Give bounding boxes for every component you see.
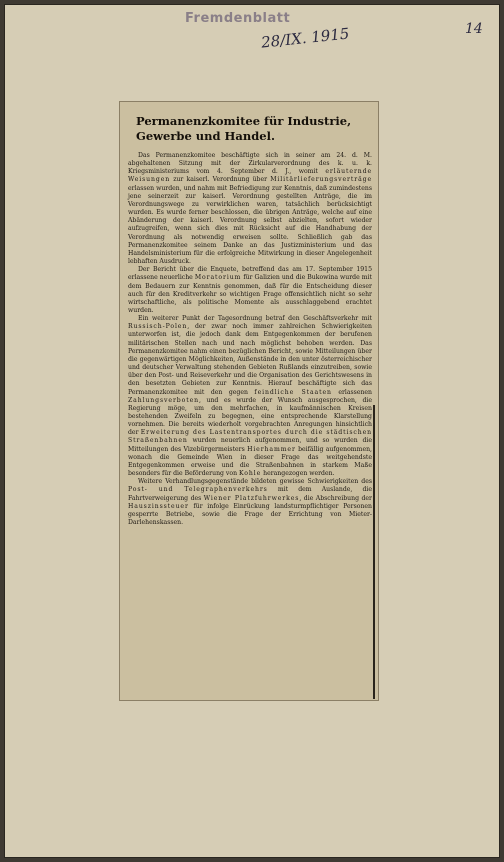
emphasis-run: Wiener Platzfuhrwerkes [203,494,300,502]
emphasis-run: Hierhammer [247,445,296,453]
text-run: , und es wurde der Wunsch ausgesprochen, die Regierung möge, um den mehrfachen, in kaufmännischen Kreisen bestehenden Zweifeln zu begegnen, eine entsprechende Klarstellung vornehmen. Die bereits wiederholt vorgebrachten Anregungen hinsichtlich der [128,396,372,437]
emphasis-run: Erweiterung des Lastentransportes durch die städtischen Straßenbahnen [128,429,372,445]
newspaper-clipping [119,101,379,701]
article-paragraph [128,478,372,527]
emphasis-run: erläuternde Weisungen [128,168,372,184]
text-run: Der Bericht über die Enquete, betreffend das am 17. September 1915 erlassene neuerliche [128,266,372,282]
text-run: , die Abschreibung der [299,494,372,502]
text-run: , der zwar noch immer zahlreichen Schwierigkeiten unterworfen ist, die jedoch dank dem Entgegenkommen der berufenen militärischen Stellen nach und nach möglichst behoben werden. Das Permanenzkomitee nahm einen bezüglichen Bericht, sowie Mitteilungen über die gegenwärtigen Möglichkeiten, Außenstände in den unter österreichischer und deutscher Verwaltung stehenden Gebieten Rußlands einzutreiben, sowie über den Post- und Reiseverkehr und die Organisation des Gerichtswesens in den besetzten Gebieten zur Kenntnis. Hierauf beschäftigte sich das Permanenzkomitee mit den gegen [128,323,372,396]
emphasis-run: feindliche Staaten [254,388,332,396]
text-run: zur kaiserl. Verordnung über [170,176,271,184]
handwritten-page-number: 14 [465,21,483,37]
text-run: erlassenen [331,388,372,396]
text-run: erlassen wurden, und nahm mit Befriedigung zur Kenntnis, daß zumindestens jene seinerzeit zur kaiserl. Verordnung gestellten Anträge, die im Verordnungswege zu verwirklichen waren, tatsächlich berücksichtigt wurden. Es wurde ferner beschlossen, die übrigen Anträge, welche auf eine Abänderung der kaiserl. Verordnung selbst abzielten, sofort wieder aufzugreifen, wenn sich dies mit Rücksicht auf die Handhabung der Verordnung als notwendig erweisen sollte. Schließlich gab das Permanenzkomitee seinem Danke an das Justizministerium und das Handelsministerium für die erfolgreiche Mitwirkung in dieser Angelegenheit lebhaften Ausdruck. [128,184,372,266]
text-run: Weitere Verhandlungsgegenstände bildeten gewisse Schwierigkeiten des [138,478,372,486]
text-run: Das Permanenzkomitee beschäftigte sich in seiner am 24. d. M. abgehaltenen Sitzung mit der Zirkularverordnung des k. u. k. Kriegsministeriums vom 4. September d. J., womit [128,152,372,176]
article-paragraph [128,152,372,266]
article-paragraph [128,266,372,315]
text-run: mit dem Auslande, die Fahrtverweigerung des [128,486,372,502]
text-run: Ein weiterer Punkt der Tagesordnung betraf den Geschäftsverkehr mit [138,315,372,323]
article-body [128,152,372,527]
column-rule [373,405,375,699]
text-run: wurden neuerlich aufgenommen, und so wurden die Mitteilungen des Vizebürgermeisters [128,437,372,453]
emphasis-run: Russisch-Polen [128,323,188,331]
text-run: beifällig aufgenommen, wonach die Gemeinde Wien in dieser Frage das weitgehendste Entgegenkommen erweise und die Straßenbahnen in starkem Maße besonders für die Beförderung von [128,445,372,478]
emphasis-run: Zahlungsverboten [128,396,199,404]
emphasis-run: Post- und Telegraphenverkehrs [128,486,268,494]
handwritten-date: 28/IX. 1915 [260,24,351,52]
newspaper-stamp: Fremdenblatt [185,11,291,26]
article-headline: Permanenzkomitee für Industrie, Gewerbe und Handel. [136,114,352,143]
emphasis-run: Hauszinssteuer [128,502,189,510]
article-paragraph [128,315,372,478]
text-run: für Galizien und die Bukowina wurde mit dem Bedauern zur Kenntnis genommen, daß für die Entscheidung dieser auch für den Kreditverkehr so wichtigen Frage offensichtlich nicht so sehr wirtschaftliche, als politische Momente als ausschlaggebend erachtet wurden. [128,274,372,314]
emphasis-run: Militärlieferungsverträge [270,176,372,184]
emphasis-run: Moratorium [194,274,242,282]
text-run: herangezogen werden. [261,470,335,478]
archive-sheet [4,4,500,858]
emphasis-run: Kohle [238,470,262,478]
text-run: für infolge Einrückung landsturmpflichtiger Personen gesperrte Betriebe, sowie die Frage der Errichtung von Mieter-Darlehenskassen. [128,502,372,527]
